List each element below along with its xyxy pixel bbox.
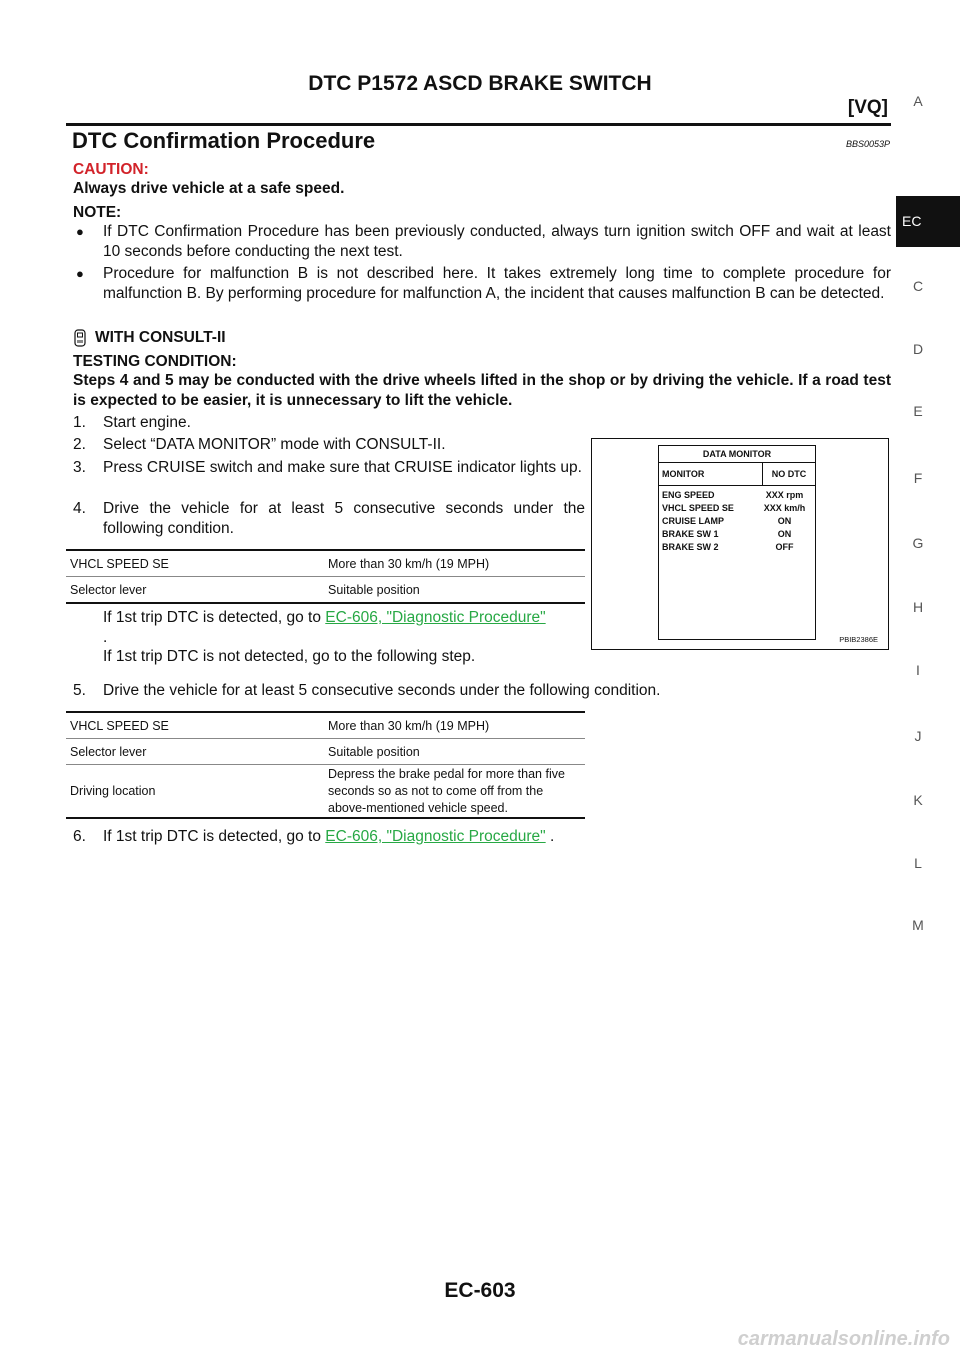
table-cell-item: VHCL SPEED SE <box>66 712 324 739</box>
table-cell-item: VHCL SPEED SE <box>66 550 324 577</box>
side-index-letter-l[interactable]: L <box>914 855 922 871</box>
monitor-value: OFF <box>775 542 794 552</box>
side-index-tab-label[interactable]: EC <box>902 213 922 229</box>
step-number: 4. <box>73 500 86 517</box>
consult-heading <box>73 328 226 348</box>
table-cell-value: Depress the brake pedal for more than five seconds so as not to come off from the above-mentioned vehicle speed. <box>324 765 585 819</box>
monitor-header <box>659 463 815 486</box>
table-cell-value: More than 30 km/h (19 MPH) <box>324 712 585 739</box>
monitor-value: XXX km/h <box>763 503 806 513</box>
side-index-letter-g[interactable]: G <box>912 535 924 551</box>
monitor-row <box>659 515 815 528</box>
step-text: Start engine. <box>103 414 191 431</box>
step4-result-detected <box>103 608 546 628</box>
monitor-item: VHCL SPEED SE <box>662 503 734 513</box>
step4-result-not-detected: If 1st trip DTC is not detected, go to the following step. <box>103 648 476 665</box>
side-index-letter-c[interactable]: C <box>912 278 924 294</box>
monitor-value: XXX rpm <box>765 490 804 500</box>
procedure-step <box>73 681 891 701</box>
condition-table-step5 <box>66 711 585 819</box>
consult-heading-label: WITH CONSULT-II <box>95 329 226 346</box>
step-text-prefix: If 1st trip DTC is detected, go to <box>103 828 321 845</box>
caution-label: CAUTION: <box>73 161 149 178</box>
monitor-item: BRAKE SW 2 <box>662 542 719 552</box>
figure-id: PBIB2386E <box>839 635 878 644</box>
monitor-title: DATA MONITOR <box>659 446 815 463</box>
table-row <box>66 765 585 819</box>
condition-table-step4 <box>66 549 585 604</box>
procedure-step <box>73 827 891 847</box>
monitor-item: BRAKE SW 1 <box>662 529 719 539</box>
bullet-glyph: ● <box>76 266 84 281</box>
table-cell-item: Selector lever <box>66 739 324 765</box>
section-code: BBS0053P <box>845 139 890 149</box>
result-period: . <box>103 629 108 646</box>
bullet-glyph: ● <box>76 224 84 239</box>
monitor-item: ENG SPEED <box>662 490 715 500</box>
step-text: Drive the vehicle for at least 5 consecutive seconds under the following condition. <box>103 682 661 699</box>
testing-condition-text: Steps 4 and 5 may be conducted with the drive wheels lifted in the shop or by driving the vehicle. If a road test is expected to be easier, it is unnecessary to lift the vehicle. <box>73 372 891 409</box>
monitor-col-label: MONITOR <box>659 463 763 485</box>
engine-tag: [VQ] <box>847 97 888 118</box>
note-bullet-text: Procedure for malfunction B is not described here. It takes extremely long time to complete procedure for malfunction B. By performing procedure for malfunction A, the incident that causes malfunction B can be detected. <box>103 265 891 302</box>
monitor-item: CRUISE LAMP <box>662 516 725 526</box>
step-number: 6. <box>73 828 86 845</box>
step-number: 3. <box>73 459 86 476</box>
caution-text: Always drive vehicle at a safe speed. <box>73 180 345 197</box>
section-title: DTC Confirmation Procedure <box>72 128 376 153</box>
table-row <box>66 577 585 604</box>
table-cell-item: Selector lever <box>66 577 324 604</box>
side-index-letter-f[interactable]: F <box>913 470 923 486</box>
data-monitor-figure <box>591 438 889 650</box>
side-index-letter-m[interactable]: M <box>912 917 924 933</box>
result-text: If 1st trip DTC is detected, go to <box>103 609 321 626</box>
step-number: 2. <box>73 436 86 453</box>
step-number: 5. <box>73 682 86 699</box>
monitor-status: NO DTC <box>771 469 807 479</box>
page-title: DTC P1572 ASCD BRAKE SWITCH <box>308 72 652 95</box>
monitor-value: ON <box>777 516 792 526</box>
monitor-screen <box>658 445 816 640</box>
side-index-letter-a[interactable]: A <box>913 93 923 109</box>
step-number: 1. <box>73 414 86 431</box>
step-text: Drive the vehicle for at least 5 consecutive seconds under the following condition. <box>103 500 585 537</box>
side-index-letter-d[interactable]: D <box>912 341 924 357</box>
diagnostic-procedure-link[interactable]: EC-606, "Diagnostic Procedure" <box>325 828 546 845</box>
monitor-row <box>659 502 815 515</box>
table-cell-value: Suitable position <box>324 739 585 765</box>
header-divider <box>66 123 891 126</box>
table-cell-value: Suitable position <box>324 577 585 604</box>
table-row <box>66 712 585 739</box>
note-bullet-text: If DTC Confirmation Procedure has been previously conducted, always turn ignition switch OFF and wait at least 10 seconds before conducting the next test. <box>103 223 891 260</box>
table-cell-item: Driving location <box>66 765 324 819</box>
diagnostic-procedure-link[interactable]: EC-606, "Diagnostic Procedure" <box>325 609 546 626</box>
consult-tester-icon <box>73 329 87 347</box>
step-text: Select “DATA MONITOR” mode with CONSULT-II. <box>103 436 446 453</box>
monitor-row <box>659 489 815 502</box>
side-index-letter-i[interactable]: I <box>916 662 920 678</box>
note-bullet <box>73 222 891 262</box>
procedure-step <box>73 458 585 478</box>
side-index-letter-k[interactable]: K <box>913 792 923 808</box>
procedure-step <box>73 435 585 455</box>
monitor-row <box>659 528 815 541</box>
page-number: EC-603 <box>444 1279 516 1302</box>
side-index-letter-e[interactable]: E <box>913 403 923 419</box>
monitor-row <box>659 541 815 554</box>
table-row <box>66 739 585 765</box>
monitor-value: ON <box>777 529 792 539</box>
procedure-step <box>73 413 585 433</box>
table-row <box>66 550 585 577</box>
note-label: NOTE: <box>73 204 122 221</box>
step-text-suffix: . <box>549 828 555 845</box>
side-index-letter-j[interactable]: J <box>914 728 922 744</box>
procedure-step <box>73 499 585 539</box>
watermark: carmanualsonline.info <box>737 1328 950 1350</box>
note-bullet <box>73 264 891 304</box>
step-text: Press CRUISE switch and make sure that CRUISE indicator lights up. <box>103 459 582 476</box>
table-cell-value: More than 30 km/h (19 MPH) <box>324 550 585 577</box>
side-index-letter-h[interactable]: H <box>912 599 924 615</box>
testing-condition-label: TESTING CONDITION: <box>73 353 237 370</box>
step-text <box>103 827 891 847</box>
